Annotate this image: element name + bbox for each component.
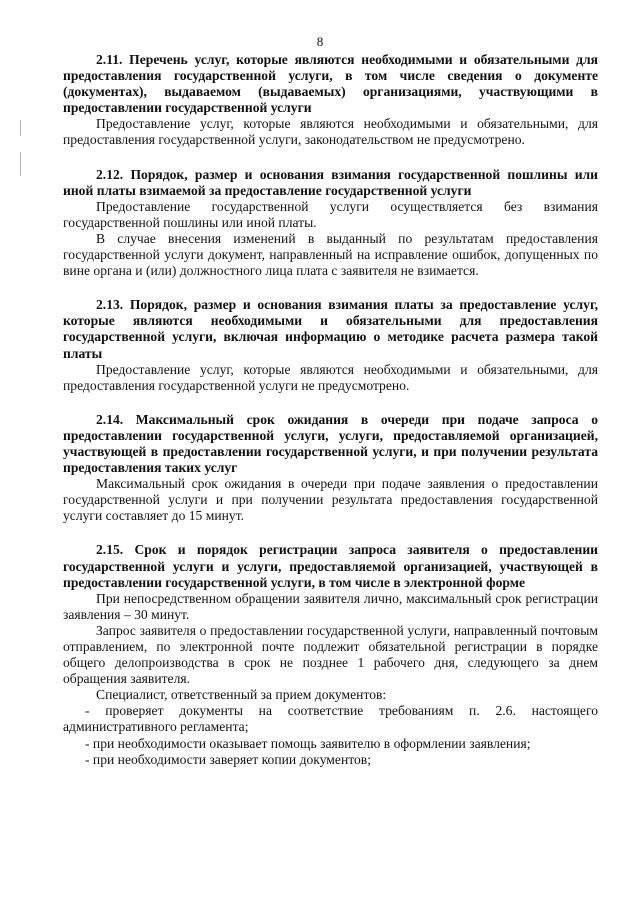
left-margin-mark bbox=[20, 120, 21, 136]
section-heading: 2.15. Срок и порядок регистрации запроса заявителя о предоставлении государственной услуги и услуги, предоставляемой организацией, участвующей в предоставлении государственной услуги, в том числе в электронной форме bbox=[63, 542, 598, 590]
document-body bbox=[63, 52, 598, 768]
paragraph: Специалист, ответственный за прием документов: bbox=[96, 687, 387, 703]
list-item: - при необходимости заверяет копии документов; bbox=[85, 751, 371, 767]
section-2-14 bbox=[63, 412, 598, 525]
section-2-15 bbox=[63, 542, 598, 767]
paragraph: Максимальный срок ожидания в очереди при подаче заявления о предоставлении государственной услуги и при получении результата предоставления государственной услуги составляет до 15 минут. bbox=[63, 476, 598, 524]
paragraph: Запрос заявителя о предоставлении государственной услуги, направленный почтовым отправлением, по электронной почте подлежит обязательной регистрации в порядке общего делопроизводства в срок не позднее 1 рабочего дня, следующего за днем обращения заявителя. bbox=[63, 622, 598, 687]
left-margin-mark bbox=[20, 152, 21, 176]
paragraph: Предоставление услуг, которые являются необходимыми и обязательными, для предоставления государственной услуги не предусмотрено. bbox=[63, 361, 598, 393]
section-heading: 2.12. Порядок, размер и основания взимания государственной пошлины или иной платы взимаемой за предоставление государственной услуги bbox=[63, 166, 598, 198]
list-item: - при необходимости оказывает помощь заявителю в оформлении заявления; bbox=[85, 735, 531, 751]
section-2-12 bbox=[63, 167, 598, 280]
section-heading: 2.13. Порядок, размер и основания взимания платы за предоставление услуг, которые являются необходимыми и обязательными для предоставления государственной услуги, включая информацию о методике расчета размера такой платы bbox=[63, 297, 598, 361]
paragraph: Предоставление государственной услуги осуществляется без взимания государственной пошлины или иной платы. bbox=[63, 198, 598, 230]
list-item: - проверяет документы на соответствие требованиям п. 2.6. настоящего административного регламента; bbox=[63, 703, 598, 735]
paragraph: Предоставление услуг, которые являются необходимыми и обязательными, для предоставления государственной услуги, законодательством не предусмотрено. bbox=[63, 116, 598, 148]
page-number: 8 bbox=[316, 34, 324, 49]
section-heading: 2.14. Максимальный срок ожидания в очереди при подаче запроса о предоставлении государственной услуги, услуги, предоставляемой организацией, участвующей в предоставлении государственной услуги, и при получении результата предоставления таких услуг bbox=[63, 411, 598, 476]
section-2-11 bbox=[63, 52, 598, 149]
section-heading: 2.11. Перечень услуг, которые являются необходимыми и обязательными для предоставления государственной услуги, в том числе сведения о документе (документах), выдаваемом (выдаваемых) организациями, участвующими в предоставлении государственной услуги bbox=[63, 52, 598, 116]
paragraph: При непосредственном обращении заявителя лично, максимальный срок регистрации заявления – 30 минут. bbox=[63, 590, 598, 622]
section-2-13 bbox=[63, 297, 598, 394]
paragraph: В случае внесения изменений в выданный по результатам предоставления государственной услуги документ, направленный на исправление ошибок, допущенных по вине органа и (или) должностного лица плата с заявителя не взимается. bbox=[63, 230, 598, 279]
